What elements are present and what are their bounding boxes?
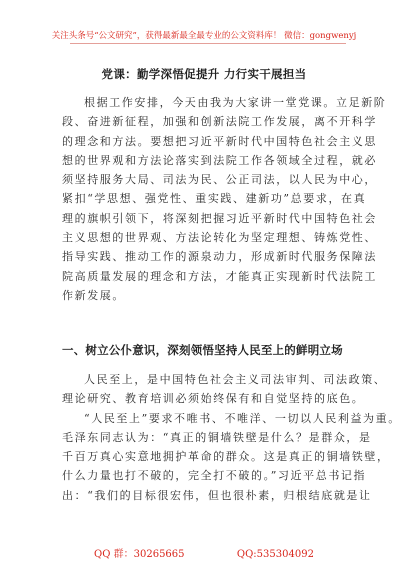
paragraph-line: 根据工作安排，今天由我为大家讲一堂党课。立足新阶: [84, 96, 387, 109]
document-title: 党课：勤学深悟促提升 力行实干展担当: [101, 67, 307, 81]
footer-qq-group: QQ 群：30265665: [94, 549, 185, 560]
paragraph-line: “人民至上”要求不唯书、不唯洋、一切以人民利益为重。: [84, 411, 401, 425]
paragraph-line: 毛泽东同志认为：“真正的铜墙铁壁是什么？是群众，是: [62, 430, 372, 444]
paragraph-line: 想的世界观和方法论落实到法院工作各领域全过程，就必: [62, 153, 377, 167]
paragraph-line: 出：“我们的目标很宏伟，但也很朴素，归根结底就是让: [62, 488, 372, 502]
footer-contact: [0, 545, 408, 560]
header-notice: 关注头条号“公文研究”，获得最新最全最专业的公文资料库！ 微信：gongwenyj: [51, 31, 357, 41]
paragraph-line: 指导实践、推动工作的源泉动力，形成新时代服务保障法: [62, 250, 377, 264]
paragraph-line: 千百万真心实意地拥护革命的群众。这是真正的铜墙铁壁，: [62, 450, 390, 464]
paragraph-line: 作新发展。: [62, 288, 125, 302]
paragraph-line: 理论研究、教育培训必须始终保有和自觉坚持的底色。: [62, 392, 365, 406]
paragraph-line: 理的旗帜引领下，将深刻把握习近平新时代中国特色社会: [62, 211, 377, 225]
paragraph-line: 紧扣“学思想、强党性、重实践、建新功”总要求，在真: [62, 192, 367, 206]
paragraph-line: 院高质量发展的理念和方法，才能真正实现新时代法院工: [62, 269, 377, 283]
paragraph-line: 段、奋进新征程，加强和创新法院工作发展，离不开科学: [62, 115, 377, 129]
header-divider: [70, 43, 346, 44]
paragraph-line: 人民至上，是中国特色社会主义司法审判、司法政策、: [84, 373, 387, 386]
paragraph-intro: [62, 93, 387, 305]
paragraph-line: 什么力量也打不破的，完全打不破的。”习近平总书记指: [62, 469, 367, 483]
paragraph-line: 主义思想的世界观、方法论转化为坚定理想、铸炼党性、: [62, 231, 377, 245]
paragraph-section-1: [62, 370, 401, 505]
paragraph-line: 的理念和方法。要想把习近平新时代中国特色社会主义思: [62, 134, 377, 148]
paragraph-line: 须坚持服务大局、司法为民、公正司法，以人民为中心，: [62, 173, 377, 187]
section-heading: 一、树立公仆意识，深刻领悟坚持人民至上的鲜明立场: [62, 343, 343, 357]
footer-qq-number: QQ:535304092: [236, 549, 314, 560]
